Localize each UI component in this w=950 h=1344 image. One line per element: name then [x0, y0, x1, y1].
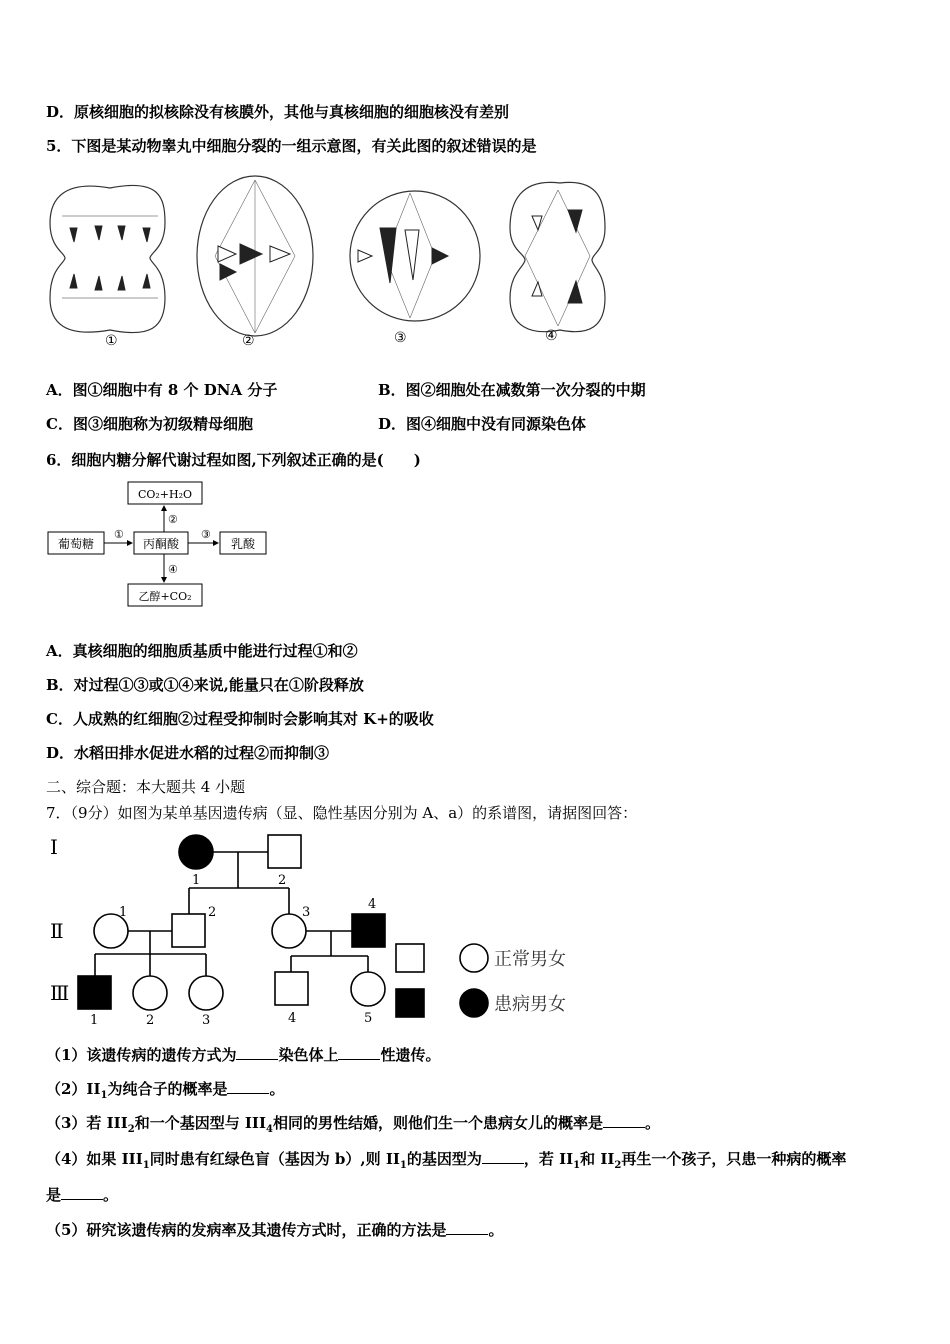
answer-blank[interactable] [61, 1185, 103, 1200]
iii-2-number: 2 [146, 1013, 155, 1028]
section-2-heading: 二、综合题：本大题共 4 小题 [46, 778, 246, 796]
ii-4-number: 4 [368, 897, 377, 912]
answer-blank[interactable] [446, 1220, 488, 1235]
figure-label-1: ① [105, 333, 118, 349]
answer-blank[interactable] [227, 1079, 269, 1094]
glucose-label: 葡萄糖 [57, 537, 95, 551]
q6-option-b: B．对过程①③或①④来说,能量只在①阶段释放 [46, 676, 364, 694]
iii-3-number: 3 [202, 1013, 211, 1028]
q4-option-d: D．原核细胞的拟核除没有核膜外，其他与真核细胞的细胞核没有差别 [46, 103, 510, 121]
ii-3-number: 3 [302, 905, 311, 920]
generation-i-label: Ⅰ [50, 835, 58, 859]
pyruvate-label: 丙酮酸 [142, 537, 180, 551]
generation-ii-label: Ⅱ [50, 919, 64, 943]
q6-option-a: A．真核细胞的细胞质基质中能进行过程①和② [46, 642, 358, 660]
q5-stem: 5．下图是某动物睾丸中细胞分裂的一组示意图，有关此图的叙述错误的是 [46, 137, 537, 155]
q7-sub-2: $(2)II_1$为纯合子的概率是 。 [46, 1080, 285, 1101]
ii-2-number: 2 [208, 905, 217, 920]
figure-label-3: ③ [394, 330, 407, 346]
answer-blank[interactable] [338, 1045, 380, 1060]
q5-option-d: D．图④细胞中没有同源染色体 [378, 415, 587, 433]
q7-sub-3: （3）若 $III_2$和一个基因型与 $III_4$相同的男性结婚，则他们生一个患病女儿的概率是 。 [46, 1114, 660, 1135]
iii-5-number: 5 [364, 1011, 373, 1026]
glycolysis-diagram [46, 478, 276, 608]
i-1-number: 1 [192, 873, 201, 888]
q6-option-d: D．水稻田排水促进水稻的过程②而抑制③ [46, 744, 330, 762]
q5-option-a: A．图①细胞中有 8 个 DNA 分子 [46, 381, 278, 399]
answer-blank[interactable] [236, 1045, 278, 1060]
iii-1-number: 1 [90, 1013, 99, 1028]
cell-division-figure [40, 168, 620, 353]
step-2-label: ② [168, 513, 178, 526]
legend-normal-label: 正常男女 [494, 949, 566, 970]
ethanol-co2-label: 乙醇+CO₂ [138, 590, 192, 603]
answer-blank[interactable] [603, 1113, 645, 1128]
generation-iii-label: Ⅲ [50, 981, 70, 1005]
q7-sub-5: （5）研究该遗传病的发病率及其遗传方式时，正确的方法是 。 [46, 1221, 504, 1239]
q5-option-c: C．图③细胞称为初级精母细胞 [46, 415, 253, 433]
lactate-label: 乳酸 [230, 537, 256, 551]
co2-h2o-label: CO₂+H₂O [137, 488, 193, 501]
iii-4-number: 4 [288, 1011, 297, 1026]
ii-1-number: 1 [119, 905, 128, 920]
step-4-label: ④ [168, 563, 178, 576]
legend-affected-label: 患病男女 [494, 994, 566, 1015]
i-2-number: 2 [278, 873, 287, 888]
q7-sub-4-cont: 是 。 [46, 1186, 119, 1204]
pedigree-chart [46, 828, 586, 1028]
q7-sub-1: （1）该遗传病的遗传方式为 染色体上 性遗传。 [46, 1046, 441, 1064]
q7-stem: 7．（9分）如图为某单基因遗传病（显、隐性基因分别为 A、a）的系谱图，请据图回答： [46, 804, 638, 822]
figure-label-2: ② [242, 333, 255, 349]
q6-stem: 6．细胞内糖分解代谢过程如图,下列叙述正确的是( ) [46, 451, 421, 469]
q5-option-b: B．图②细胞处在减数第一次分裂的中期 [378, 381, 646, 399]
figure-label-4: ④ [545, 328, 558, 344]
step-3-label: ③ [201, 528, 211, 541]
q7-sub-4: （4）如果 $III_1$同时患有红绿色盲（基因为 b）,则 $II_1$的基因型为 ，若 $II_1$和 $II_2$再生一个孩子，只患一种病的概率 [46, 1150, 847, 1171]
answer-blank[interactable] [482, 1149, 524, 1164]
step-1-label: ① [114, 528, 124, 541]
q6-option-c: C．人成熟的红细胞②过程受抑制时会影响其对 K+的吸收 [46, 710, 434, 728]
